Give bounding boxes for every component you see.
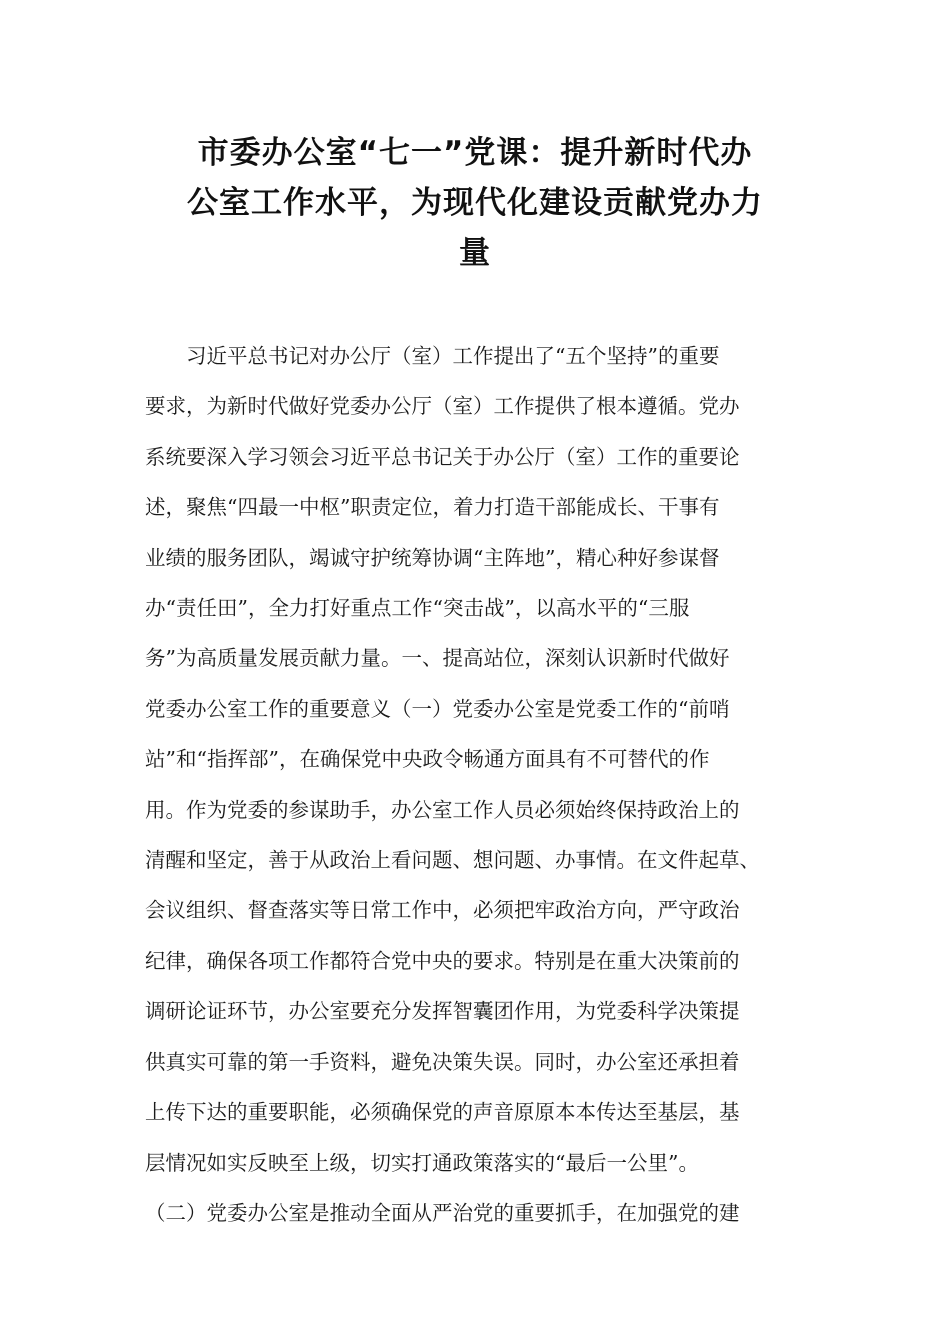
body-line: 党委办公室工作的重要意义（一）党委办公室是党委工作的“前哨	[145, 696, 730, 721]
body-line: 层情况如实反映至上级，切实打通政策落实的“最后一公里”。	[145, 1150, 699, 1175]
body-line: 习近平总书记对办公厅（室）工作提出了“五个坚持”的重要	[145, 344, 720, 368]
body-line: 供真实可靠的第一手资料，避免决策失误。同时，办公室还承担着	[145, 1049, 740, 1074]
body-line: 上传下达的重要职能，必须确保党的声音原原本本传达至基层，基	[145, 1100, 740, 1125]
body-line: 系统要深入学习领会习近平总书记关于办公厅（室）工作的重要论	[145, 444, 740, 469]
body-line: （二）党委办公室是推动全面从严治党的重要抓手，在加强党的建	[145, 1200, 740, 1225]
title-line: 量	[459, 235, 491, 271]
body-line: 用。作为党委的参谋助手，办公室工作人员必须始终保持政治上的	[145, 797, 740, 822]
body-line: 纪律，确保各项工作都符合党中央的要求。特别是在重大决策前的	[145, 948, 740, 973]
body-line: 业绩的服务团队，竭诚守护统筹协调“主阵地”，精心种好参谋督	[145, 545, 720, 570]
body-line: 清醒和坚定，善于从政治上看问题、想问题、办事情。在文件起草、	[145, 848, 760, 873]
body-line: 要求，为新时代做好党委办公厅（室）工作提供了根本遵循。党办	[145, 394, 740, 419]
body-line: 站”和“指挥部”，在确保党中央政令畅通方面具有不可替代的作	[145, 747, 710, 772]
title-line: 市委办公室“七一”党课：提升新时代办	[197, 135, 753, 171]
document-body	[145, 331, 810, 1238]
body-line: 述，聚焦“四最一中枢”职责定位，着力打造干部能成长、干事有	[145, 495, 720, 520]
body-line: 调研论证环节，办公室要充分发挥智囊团作用，为党委科学决策提	[145, 999, 740, 1024]
body-line: 务”为高质量发展贡献力量。一、提高站位，深刻认识新时代做好	[145, 646, 730, 671]
body-line: 会议组织、督查落实等日常工作中，必须把牢政治方向，严守政治	[145, 898, 740, 923]
document-title	[150, 128, 800, 278]
title-line: 公室工作水平，为现代化建设贡献党办力	[187, 185, 763, 221]
body-line: 办“责任田”，全力打好重点工作“突击战”，以高水平的“三服	[145, 596, 690, 621]
